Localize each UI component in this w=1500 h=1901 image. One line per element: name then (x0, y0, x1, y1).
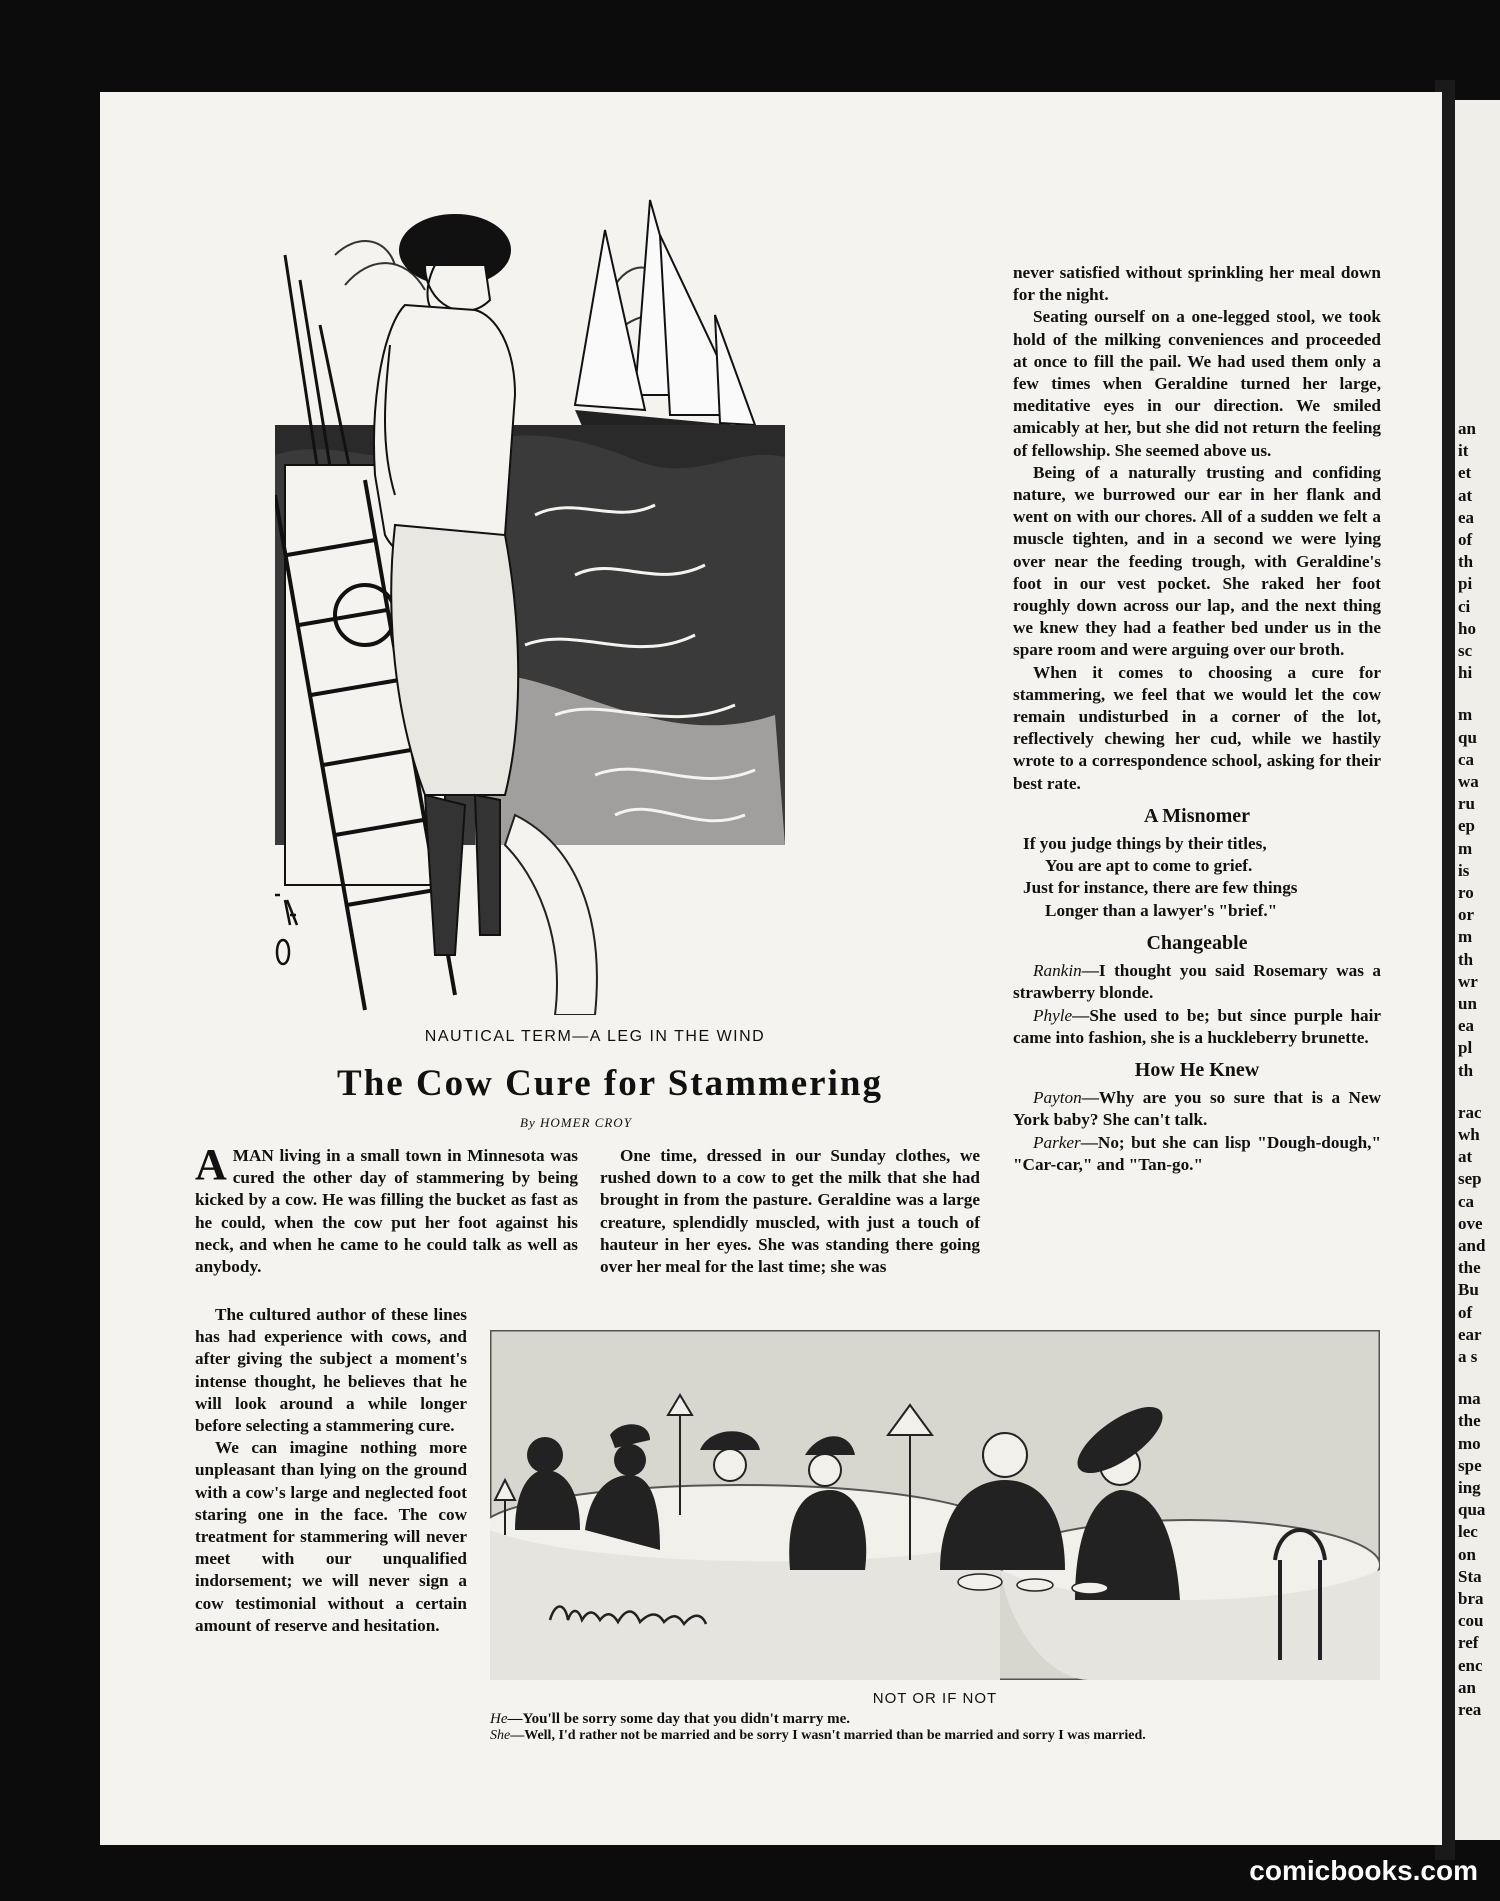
text-fragment: ear (1458, 1324, 1482, 1344)
article-column-2 (600, 1145, 980, 1278)
top-illustration-caption: NAUTICAL TERM—A LEG IN THE WIND (424, 1028, 766, 1045)
text-fragment: ca (1458, 1191, 1475, 1211)
text-fragment: m (1458, 705, 1473, 725)
article-column-1 (195, 1140, 578, 1278)
changeable-heading: Changeable (1146, 931, 1248, 954)
text-fragment: Sta (1458, 1566, 1482, 1586)
text-fragment: m (1458, 927, 1473, 947)
adjacent-page-edge (1455, 100, 1500, 1840)
text-fragment: an (1458, 1677, 1476, 1697)
text-fragment: sc (1458, 641, 1473, 660)
text-fragment: Bu (1458, 1280, 1479, 1300)
restaurant-illustration (490, 1330, 1380, 1680)
poem-line: You are apt to come to grief. (1045, 856, 1253, 876)
text-fragment: of (1458, 1302, 1473, 1322)
text-fragment: th (1458, 552, 1474, 572)
text-fragment: or (1458, 905, 1475, 925)
dialogue-line (490, 1711, 1380, 1728)
speaker-name: He (490, 1711, 508, 1727)
dialogue-line (1013, 960, 1381, 1004)
nautical-illustration (275, 195, 935, 1015)
watermark: comicbooks.com (1249, 1855, 1478, 1886)
text-fragment: on (1458, 1544, 1476, 1564)
text-fragment: ove (1458, 1213, 1483, 1233)
text-fragment: ing (1458, 1478, 1481, 1497)
article-paragraph: We can imagine nothing more unpleasant than lying on the ground with a cow's large and neglected foot staring one in the face. The cow treatment for stammering will never meet with our unqualified indorsement; we will never sign a cow testimonial without a certain amount of reserve and hesitation. (195, 1438, 467, 1635)
text-fragment: qu (1458, 727, 1477, 747)
article-column-1-narrow (195, 1304, 467, 1637)
text-fragment: bra (1458, 1589, 1484, 1608)
text-fragment: rea (1458, 1700, 1482, 1719)
text-fragment: m (1458, 838, 1473, 858)
drop-cap: A (195, 1140, 227, 1189)
text-fragment: pi (1458, 574, 1473, 594)
misnomer-poem (1023, 833, 1381, 922)
text-fragment: ru (1458, 794, 1475, 814)
text-fragment: the (1458, 1411, 1481, 1431)
cartoon-title: NOT OR IF NOT (872, 1690, 998, 1707)
text-fragment: sep (1458, 1169, 1482, 1189)
article-paragraph: Being of a naturally trusting and confiding nature, we burrowed our ear in her flank and went on with our chores. All of a sudden we felt a muscle tighten, and in a second we were lying over near the feeding trough, with Geraldine's foot in our vest pocket. She raked her foot roughly down across our lap, and the next thing we knew they had a feather bed under us in the spare room and were arguing over our broth. (1013, 462, 1381, 660)
text-fragment: ea (1458, 507, 1475, 527)
text-fragment: cou (1458, 1611, 1484, 1631)
dialogue-line (1013, 1132, 1381, 1176)
article-paragraph-text: MAN living in a small town in Minnesota was cured the other day of stammering by being kicked by a cow. He was filling the bucket as fast as he could, when the cow put her foot against his neck, and when he came to he could talk as well as anybody. (195, 1146, 578, 1277)
poem-line: If you judge things by their titles, (1023, 834, 1267, 854)
text-fragment: wa (1458, 772, 1479, 791)
dialogue-line (1013, 1005, 1381, 1049)
text-fragment: ep (1458, 816, 1475, 836)
text-fragment: the (1458, 1258, 1481, 1278)
text-fragment: et (1458, 463, 1472, 483)
how-he-knew-heading: How He Knew (1134, 1058, 1260, 1081)
article-paragraph: One time, dressed in our Sunday clothes, we rushed down to a cow to get the milk that she had brought in from the pasture. Geraldine was a large creature, splendidly muscled, with just a touch of hauteur in her eyes. She was standing there going over her meal for the last time; she was (600, 1146, 980, 1277)
text-fragment: ref (1458, 1633, 1479, 1653)
dialogue-text: —I thought you said Rosemary was a strawberry blonde. (1013, 961, 1381, 1003)
text-fragment: wr (1458, 971, 1478, 991)
text-fragment: enc (1458, 1655, 1483, 1675)
text-fragment: it (1458, 441, 1469, 461)
dialogue-text: —She used to be; but since purple hair came into fashion, she is a huckleberry brunette. (1013, 1005, 1381, 1047)
text-fragment: hi (1458, 663, 1473, 683)
article-title: The Cow Cure for Stammering (337, 1063, 883, 1104)
text-fragment: rac (1458, 1102, 1482, 1122)
text-fragment: an (1458, 419, 1476, 438)
poem-line: Just for instance, there are few things (1023, 878, 1298, 898)
text-fragment: spe (1458, 1455, 1482, 1475)
speaker-name: Payton (1033, 1088, 1082, 1108)
article-paragraph: Seating ourself on a one-legged stool, we took hold of the milking conveniences and proceeded at once to fill the pail. We had used them only a few times when Geraldine turned her large, meditative eyes in our direction. We smiled amicably at her, but she did not return the feeling of fellowship. She seemed above us. (1013, 307, 1381, 460)
misnomer-heading: A Misnomer (1143, 804, 1251, 827)
text-fragment: qua (1458, 1500, 1486, 1520)
dialogue-text: —Why are you so sure that is a New York baby? She can't talk. (1013, 1088, 1381, 1130)
article-column-3 (1013, 262, 1381, 1176)
text-fragment: a s (1458, 1347, 1478, 1366)
text-fragment: ho (1458, 618, 1476, 638)
article-paragraph (195, 1140, 578, 1278)
text-fragment: at (1458, 485, 1473, 505)
text-fragment: is (1458, 860, 1470, 880)
article-paragraph: never satisfied without sprinkling her meal down for the night. (1013, 263, 1381, 305)
dialogue-text: —Well, I'd rather not be married and be sorry I wasn't married than be married and sorry I was married. (510, 1728, 1146, 1743)
article-byline: By HOMER CROY (520, 1115, 632, 1130)
dialogue-text: —No; but she can lisp "Dough-dough," "Car-car," and "Tan-go." (1013, 1132, 1381, 1174)
dialogue-text: —You'll be sorry some day that you didn't marry me. (507, 1711, 850, 1727)
text-fragment: at (1458, 1147, 1473, 1167)
speaker-name: Rankin (1033, 961, 1082, 981)
text-fragment: wh (1458, 1125, 1480, 1144)
text-fragment: lec (1458, 1522, 1478, 1542)
text-fragment: th (1458, 949, 1474, 969)
text-fragment: ca (1458, 749, 1475, 769)
text-fragment: th (1458, 1060, 1474, 1080)
text-fragment: ea (1458, 1016, 1475, 1036)
text-fragment: un (1458, 994, 1477, 1013)
article-paragraph: When it comes to choosing a cure for stammering, we feel that we would let the cow remain undisturbed in a corner of the lot, reflectively chewing her cud, while we hastily wrote to a correspondence school, asking for their best rate. (1013, 662, 1381, 793)
dialogue-line (1013, 1087, 1381, 1131)
article-paragraph: The cultured author of these lines has had experience with cows, and after giving the subject a moment's intense thought, he believes that he will look around a while longer before selecting a stammering cure. (195, 1305, 467, 1436)
poem-line: Longer than a lawyer's "brief." (1045, 900, 1278, 920)
text-fragment: and (1458, 1236, 1486, 1255)
dialogue-line (490, 1728, 1380, 1744)
text-fragment: ci (1458, 596, 1471, 616)
text-fragment: ro (1458, 883, 1474, 902)
text-fragment: pl (1458, 1038, 1473, 1058)
speaker-name: She (490, 1728, 511, 1743)
bottom-illustration-caption (490, 1690, 1380, 1744)
text-fragment: ma (1458, 1389, 1481, 1409)
speaker-name: Phyle (1033, 1005, 1073, 1025)
text-fragment: of (1458, 530, 1473, 549)
speaker-name: Parker (1033, 1132, 1081, 1152)
text-fragment: mo (1458, 1433, 1481, 1453)
